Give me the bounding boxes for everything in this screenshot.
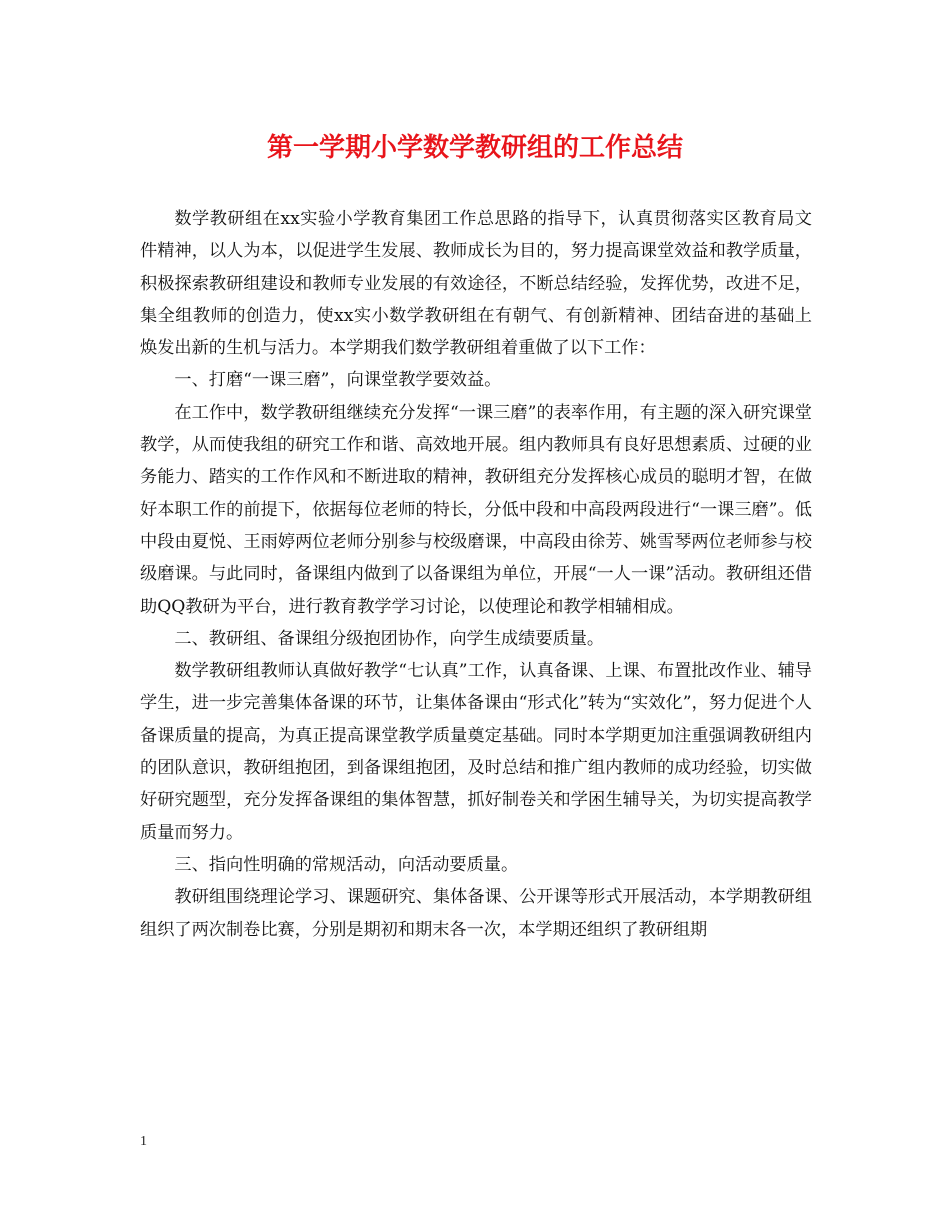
section-heading-1: 一、打磨“一课三磨”，向课堂教学要效益。	[174, 370, 502, 391]
section-heading-3: 三、指向性明确的常规活动，向活动要质量。	[174, 854, 519, 875]
paragraph-section-3: 教研组围绕理论学习、课题研究、集体备课、公开课等形式开展活动，本学期教研组组织了两次制卷比赛，分别是期初和期末各一次，本学期还组织了教研组期	[140, 887, 812, 940]
paragraph-intro: 数学教研组在xx实验小学教育集团工作总思路的指导下，认真贯彻落实区教育局文件精神，以人为本，以促进学生发展、教师成长为目的，努力提高课堂效益和教学质量，积极探索教研组建设和教师专业发展的有效途径，不断总结经验，发挥优势，改进不足，集全组教师的创造力，使xx实小数学教研组在有朝气、有创新精神、团结奋进的基础上焕发出新的生机与活力。本学期我们数学教研组着重做了以下工作：	[140, 209, 812, 359]
paragraph-section-2: 数学教研组教师认真做好教学“七认真”工作，认真备课、上课、布置批改作业、辅导学生，进一步完善集体备课的环节，让集体备课由“形式化”转为“实效化”，努力促进个人备课质量的提高，为真正提高课堂教学质量奠定基础。同时本学期更加注重强调教研组内的团队意识，教研组抱团，到备课组抱团，及时总结和推广组内教师的成功经验，切实做好研究题型，充分发挥备课组的集体智慧，抓好制卷关和学困生辅导关，为切实提高教学质量而努力。	[140, 661, 812, 843]
paragraph-section-1: 在工作中，数学教研组继续充分发挥“一课三磨”的表率作用，有主题的深入研究课堂教学，从而使我组的研究工作和谐、高效地开展。组内教师具有良好思想素质、过硬的业务能力、踏实的工作作风和不断进取的精神，教研组充分发挥核心成员的聪明才智，在做好本职工作的前提下，依据每位老师的特长，分低中段和中高段两段进行“一课三磨”。低中段由夏悦、王雨婷两位老师分别参与校级磨课，中高段由徐芳、姚雪琴两位老师参与校级磨课。与此同时，备课组内做到了以备课组为单位，开展“一人一课”活动。教研组还借助QQ教研为平台，进行教育教学学习讨论，以使理论和教学相辅相成。	[140, 402, 812, 617]
page-number: 1	[140, 1134, 147, 1149]
section-heading-2: 二、教研组、备课组分级抱团协作，向学生成绩要质量。	[174, 628, 605, 649]
document-title: 第一学期小学数学教研组的工作总结	[266, 133, 683, 163]
document-body	[140, 203, 812, 946]
